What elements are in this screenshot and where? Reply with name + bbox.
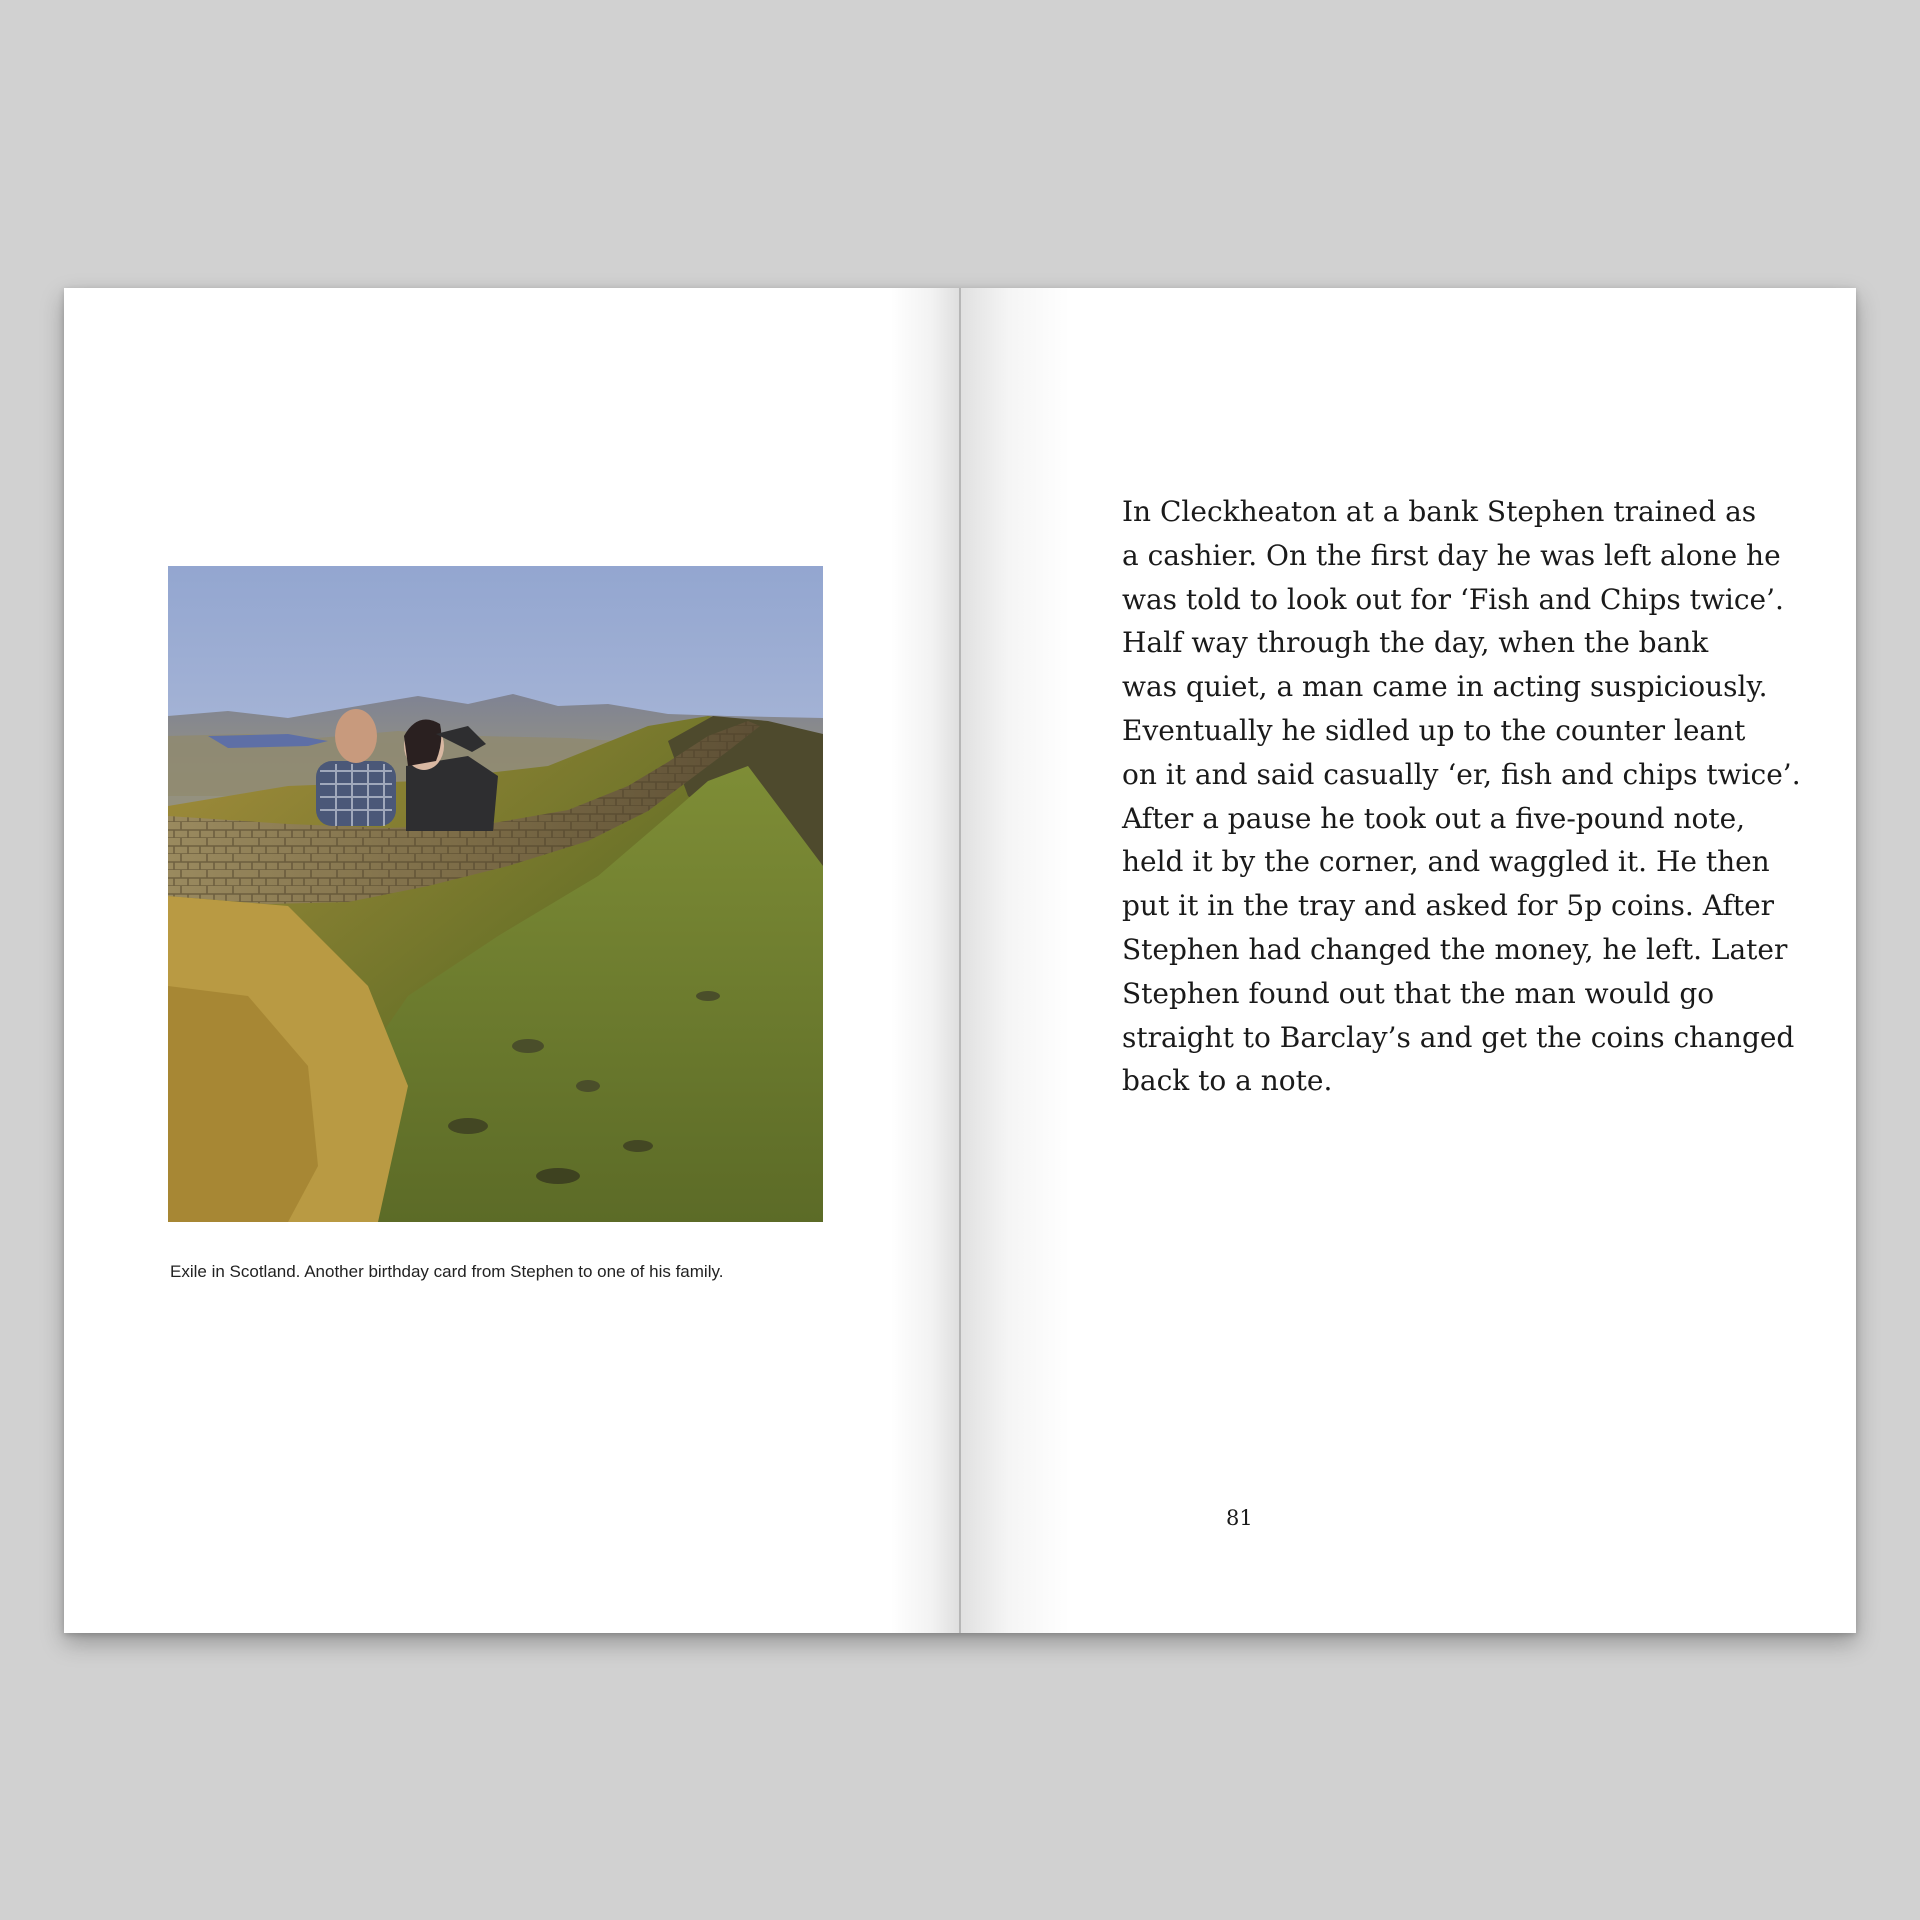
body-line: In Cleckheaton at a bank Stephen trained as [1122, 495, 1757, 528]
body-line: Stephen had changed the money, he left. Later [1122, 932, 1788, 966]
gutter-shadow-left [890, 288, 960, 1633]
body-line: Half way through the day, when the bank [1122, 626, 1709, 660]
body-line: After a pause he took out a five-pound note, [1122, 801, 1746, 835]
body-line: back to a note. [1122, 1064, 1333, 1098]
body-line: put it in the tray and asked for 5p coins. After [1122, 889, 1775, 923]
photo-caption: Exile in Scotland. Another birthday card from Stephen to one of his family. [170, 1262, 724, 1281]
left-page [64, 288, 960, 1633]
body-line: on it and said casually ‘er, fish and chips twice’. [1122, 757, 1801, 791]
body-line: Eventually he sidled up to the counter leant [1122, 713, 1746, 747]
right-page [960, 288, 1856, 1633]
page-number: 81 [1226, 1506, 1253, 1530]
gutter-shadow-right [960, 288, 1070, 1633]
body-line: was quiet, a man came in acting suspiciously. [1122, 670, 1768, 704]
body-line: held it by the corner, and waggled it. He then [1122, 845, 1770, 879]
body-line: Stephen found out that the man would go [1122, 976, 1715, 1010]
book-spine [959, 288, 961, 1633]
open-book [64, 288, 1856, 1633]
body-line: was told to look out for ‘Fish and Chips twice’. [1122, 582, 1784, 616]
body-line: straight to Barclay’s and get the coins changed [1122, 1020, 1795, 1054]
landscape-photo [168, 566, 823, 1222]
body-line: a cashier. On the first day he was left alone he [1122, 538, 1781, 572]
body-paragraph [1122, 490, 1822, 1103]
